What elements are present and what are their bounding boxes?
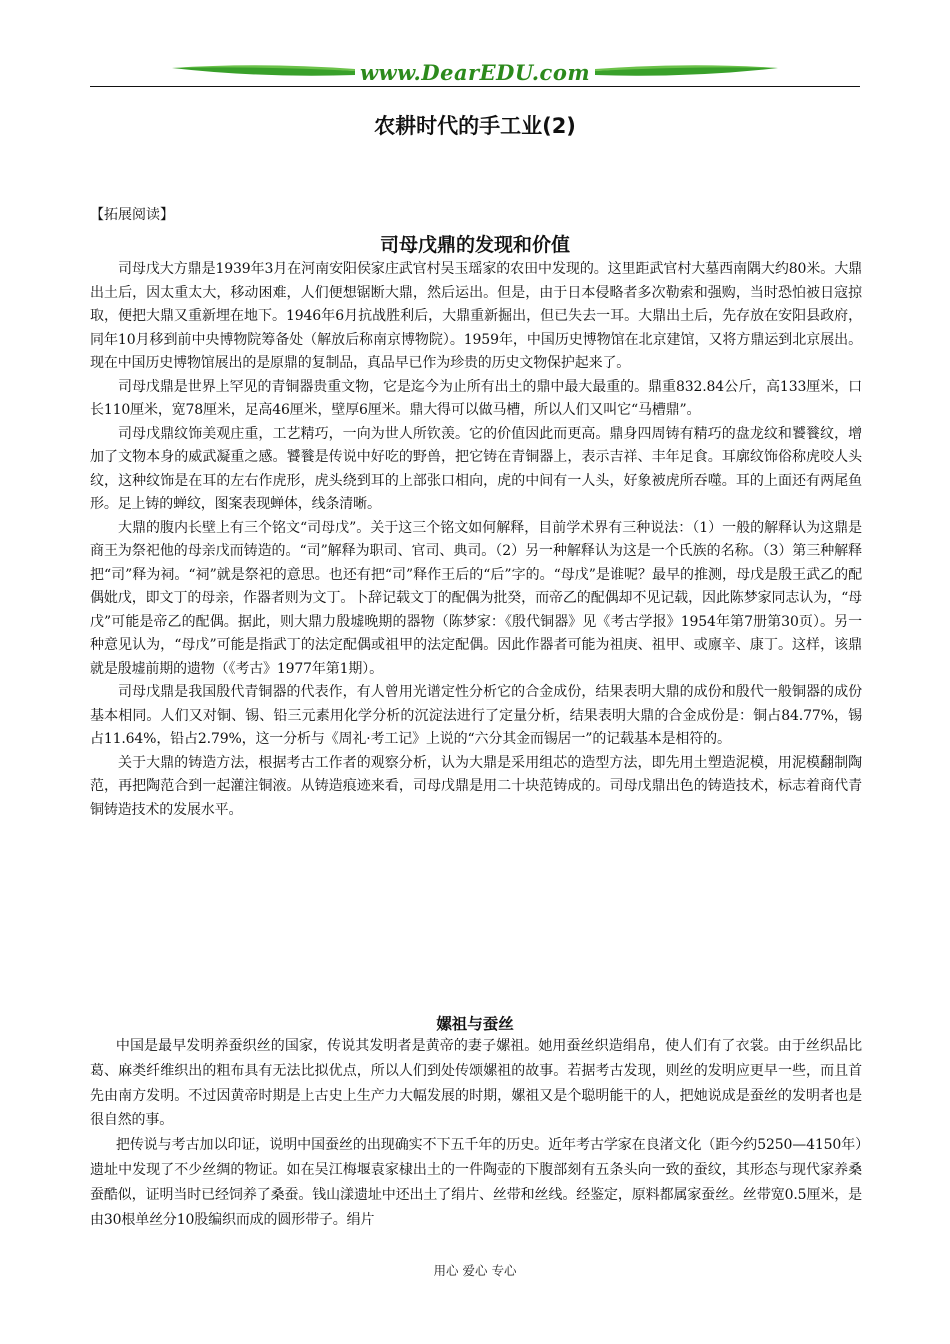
paragraph: 把传说与考古加以印证，说明中国蚕丝的出现确实不下五千年的历史。近年考古学家在良渚文化（距今约5250—4150年）遗址中发现了不少丝绸的物证。如在吴江梅堰袁家棣出土的一件陶壶的下腹部刻有五条头向一致的蚕纹，其形态与现代家养桑蚕酷似，证明当时已经饲养了桑蚕。钱山漾遗址中还出土了绢片、丝带和丝线。经鉴定，原料都属家蚕丝。丝带宽0.5厘米，是由30根单丝分10股编织而成的圆形带子。绢片 bbox=[90, 1137, 862, 1228]
paragraph: 司母戊大方鼎是1939年3月在河南安阳侯家庄武官村吴玉瑶家的农田中发现的。这里距武官村大墓西南隅大约80米。大鼎出土后，因太重太大，移动困难，人们便想锯断大鼎，然后运出。但是，由于日本侵略者多次勒索和强购，当时恐怕被日寇掠取，便把大鼎又重新埋在地下。1946年6月抗战胜利后，大鼎重新掘出，但已失去一耳。大鼎出土后，先存放在安阳县政府，同年10月移到前中央博物院筹备处（解放后称南京博物院）。1959年，中国历史博物馆在北京建馆，又将方鼎运到北京展出。现在中国历史博物馆展出的是原鼎的复制品，真品早已作为珍贵的历史文物保护起来了。 bbox=[90, 261, 862, 371]
article-heading-leizu: 嫘祖与蚕丝 bbox=[436, 1015, 514, 1033]
article-heading-simuwu: 司母戊鼎的发现和价值 bbox=[379, 234, 570, 256]
paragraph: 大鼎的腹内长壁上有三个铭文“司母戊”。关于这三个铭文如何解释，目前学术界有三种说法：（1）一般的解释认为这鼎是商王为祭祀他的母亲戊而铸造的。“司”解释为职司、官司、典司。（2）另一种解释认为这是一个氏族的名称。（3）第三种解释把“司”释为祠。“祠”就是祭祀的意思。也还有把“司”释作王后的“后”字的。“母戊”是谁呢？最早的推测，母戊是殷王武乙的配偶妣戊，即文丁的母亲，作器者则为文丁。卜辞记载文丁的配偶为批癸，而帝乙的配偶却不见记载，因此陈梦家同志认为，“母戊”可能是帝乙的配偶。据此，则大鼎力殷墟晚期的器物（陈梦家：《殷代铜器》见《考古学报》1954年第7册第30页）。另一种意见认为，“母戊”可能是指武丁的法定配偶或祖甲的法定配偶。因此作器者可能为祖庚、祖甲、或廪辛、康丁。这样，该鼎就是殷墟前期的遗物（《考古》1977年第1期）。 bbox=[90, 519, 863, 677]
paragraph: 司母戊鼎是我国殷代青铜器的代表作，有人曾用光谱定性分析它的合金成份，结果表明大鼎的成份和殷代一般铜器的成份基本相同。人们又对铜、锡、铅三元素用化学分析的沉淀法进行了定量分析，结果表明大鼎的合金成份是：铜占84.77%，锡占11.64%，铅占2.79%，这一分析与《周礼·考工记》上说的“六分其金而锡居一”的记载基本是相符的。 bbox=[90, 684, 862, 747]
header-divider bbox=[90, 86, 860, 87]
site-url-logo: www.DearEDU.com bbox=[359, 60, 591, 85]
paragraph: 中国是最早发明养蚕织丝的国家，传说其发明者是黄帝的妻子嫘祖。她用蚕丝织造绢帛，使人们有了衣裳。由于丝织品比葛、麻类纤维织出的粗布具有无法比拟优点，所以人们到处传颂嫘祖的故事。若据考古发现，则丝的发明应更早一些，而且首先由南方发明。不过因黄帝时期是上古史上生产力大幅发展的时期，嫘祖又是个聪明能干的人，把她说成是蚕丝的发明者也是很自然的事。 bbox=[90, 1038, 862, 1129]
article-body-simuwu bbox=[90, 258, 862, 822]
section-tag: 【拓展阅读】 bbox=[90, 207, 174, 223]
page-title: 农耕时代的手工业(2) bbox=[374, 114, 576, 138]
site-header-banner bbox=[90, 58, 860, 90]
paragraph: 司母戊鼎是世界上罕见的青铜器贵重文物，它是迄今为止所有出土的鼎中最大最重的。鼎重832.84公斤，高133厘米，口长110厘米，宽78厘米，足高46厘米，壁厚6厘米。鼎大得可以做马槽，所以人们又叫它“马槽鼎”。 bbox=[90, 378, 862, 418]
paragraph: 司母戊鼎纹饰美观庄重，工艺精巧，一向为世人所钦羡。它的价值因此而更高。鼎身四周铸有精巧的盘龙纹和饕餮纹，增加了文物本身的威武凝重之感。饕餮是传说中好吃的野兽，把它铸在青铜器上，表示吉祥、丰年足食。耳廓纹饰俗称虎咬人头纹，这种纹饰是在耳的左右作虎形，虎头绕到耳的上部张口相向，虎的中间有一人头，好象被虎所吞噬。耳的上面还有两尾鱼形。足上铸的蝉纹，图案表现蝉体，线条清晰。 bbox=[90, 425, 862, 512]
article-body-leizu bbox=[90, 1034, 862, 1232]
page-footer: 用心 爱心 专心 bbox=[433, 1263, 517, 1278]
paragraph: 关于大鼎的铸造方法，根据考古工作者的观察分析，认为大鼎是采用组芯的造型方法，即先用土塑造泥模，用泥模翻制陶范，再把陶范合到一起灌注铜液。从铸造痕迹来看，司母戊鼎是用二十块范铸成的。司母戊鼎出色的铸造技术，标志着商代青铜铸造技术的发展水平。 bbox=[90, 754, 862, 818]
